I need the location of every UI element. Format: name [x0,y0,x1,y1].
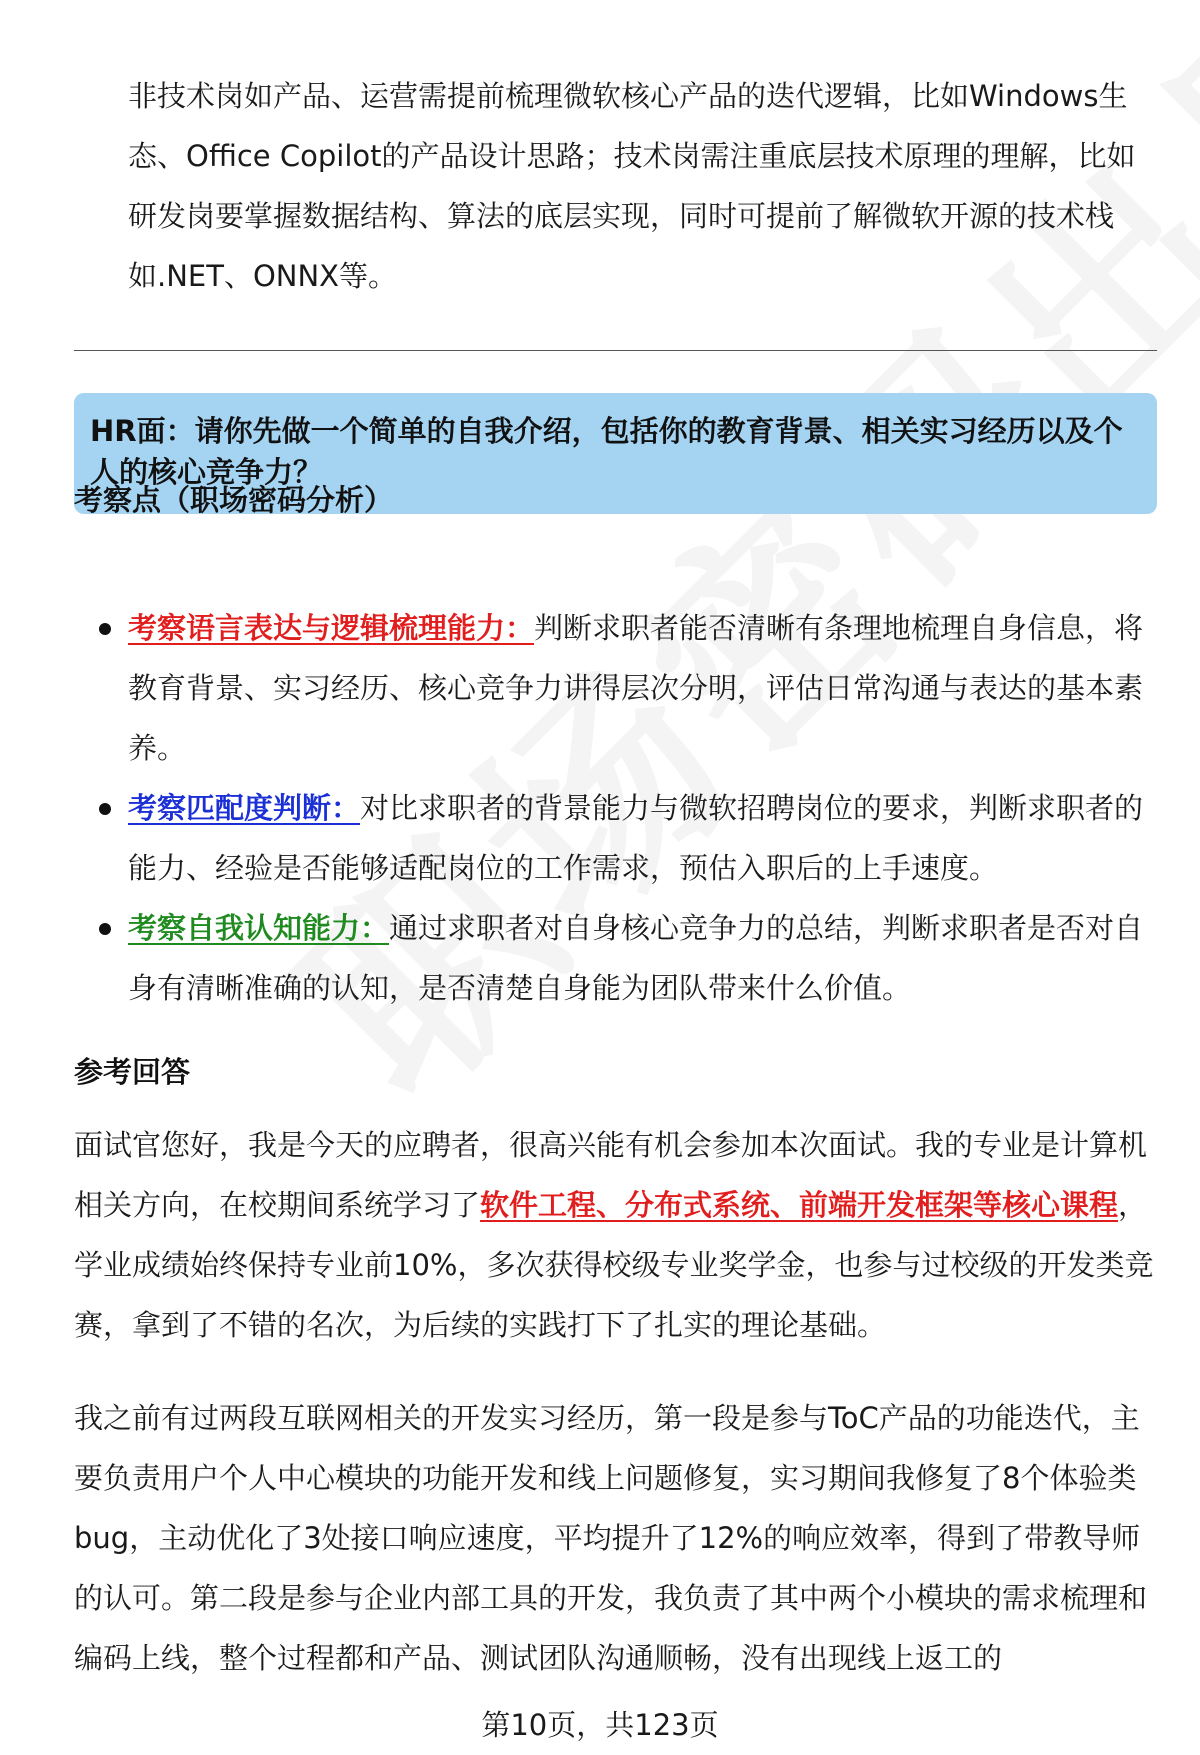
answer-paragraph-1 [74,1115,1160,1355]
bullet-icon [99,923,111,935]
exam-point-key: 考察匹配度判断： [128,791,361,825]
exam-point-text: 通过求职者对自身核心竞争力的总结，判断求职者是否对自身有清晰准确的认知，是否清楚自身能为团队带来什么价值。 [128,911,1144,1005]
answer-highlight: 软件工程、分布式系统、前端开发框架等核心课程 [480,1188,1119,1222]
page-number: 第10页，共123页 [481,1708,719,1742]
question-text: HR面：请你先做一个简单的自我介绍，包括你的教育背景、相关实习经历以及个人的核心竞争力？ [90,414,1123,489]
exam-point-text: 对比求职者的背景能力与微软招聘岗位的要求，判断求职者的能力、经验是否能够适配岗位的工作需求，预估入职后的上手速度。 [128,791,1144,885]
exam-point-key: 考察自我认知能力： [128,911,390,945]
intro-paragraph: 非技术岗如产品、运营需提前梳理微软核心产品的迭代逻辑，比如Windows生态、Office Copilot的产品设计思路；技术岗需注重底层技术原理的理解，比如研发岗要掌握数据结构、算法的底层实现，同时可提前了解微软开源的技术栈如.NET、ONNX等。 [128,79,1136,293]
answer-paragraph-2: 我之前有过两段互联网相关的开发实习经历，第一段是参与ToC产品的功能迭代，主要负责用户个人中心模块的功能开发和线上问题修复，实习期间我修复了8个体验类bug，主动优化了3处接口响应速度，平均提升了12%的响应效率，得到了带教导师的认可。第二段是参与企业内部工具的开发，我负责了其中两个小模块的需求梳理和编码上线，整个过程都和产品、测试团队沟通顺畅，没有出现线上返工的 [74,1401,1148,1675]
bullet-icon [99,623,111,635]
bullet-icon [99,803,111,815]
answer-text: ，学业成绩始终保持专业前10%，多次获得校级专业奖学金，也参与过校级的开发类竞赛，拿到了不错的名次，为后续的实践打下了扎实的理论基础。 [74,1188,1154,1342]
divider [74,350,1157,351]
exam-point [74,898,1164,1018]
answer-text: 面试官您好，我是今天的应聘者，很高兴能有机会参加本次面试。我的专业是计算机相关方向，在校期间系统学习了 [74,1128,1148,1222]
exam-point-text: 判断求职者能否清晰有条理地梳理自身信息，将教育背景、实习经历、核心竞争力讲得层次分明，评估日常沟通与表达的基本素养。 [128,611,1144,765]
exam-point [74,778,1164,898]
answer-heading: 参考回答 [74,1055,191,1089]
exam-points-list [74,598,1164,1018]
exam-heading: 考察点（职场密码分析） [74,483,394,517]
exam-point [74,598,1164,778]
exam-point-key: 考察语言表达与逻辑梳理能力： [128,611,535,645]
